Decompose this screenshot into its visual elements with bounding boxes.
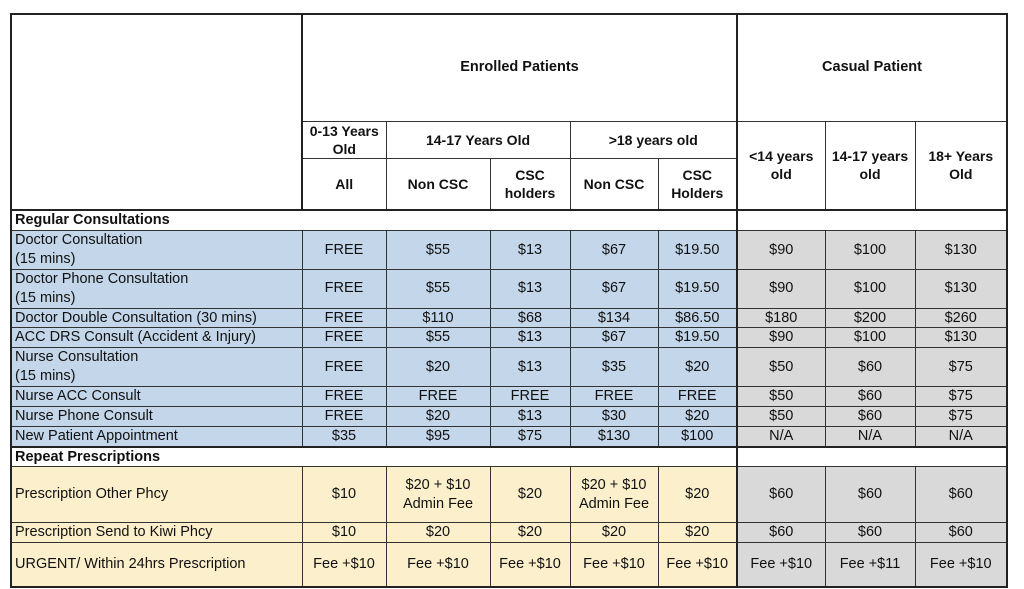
- casual-fee-cell: $75: [915, 406, 1007, 426]
- casual-fee-cell: $60: [915, 523, 1007, 543]
- casual-fee-cell: $100: [825, 231, 915, 270]
- table-row: [11, 523, 1007, 543]
- sub-csc-holders-header: CSC Holders: [658, 158, 737, 210]
- row-label: Nurse ACC Consult: [11, 386, 302, 406]
- casual-fee-cell: $60: [825, 406, 915, 426]
- enrolled-fee-cell: $19.50: [658, 231, 737, 270]
- enrolled-fee-cell: Fee +$10: [570, 543, 658, 587]
- enrolled-fee-cell: FREE: [302, 386, 386, 406]
- enrolled-fee-cell: $20: [386, 348, 490, 387]
- enrolled-fee-cell: $20: [386, 406, 490, 426]
- row-label: URGENT/ Within 24hrs Prescription: [11, 543, 302, 587]
- age-14-17-header: 14-17 Years Old: [386, 121, 570, 158]
- repeat-prescriptions-section-casual-blank: [737, 447, 1007, 467]
- enrolled-fee-cell: FREE: [302, 348, 386, 387]
- casual-18plus-header: 18+ Years Old: [915, 121, 1007, 210]
- casual-fee-cell: $75: [915, 386, 1007, 406]
- enrolled-fee-cell: FREE: [302, 406, 386, 426]
- casual-fee-cell: $130: [915, 328, 1007, 348]
- casual-fee-cell: $60: [825, 386, 915, 406]
- table-row: [11, 231, 1007, 270]
- enrolled-fee-cell: $55: [386, 328, 490, 348]
- casual-fee-cell: $100: [825, 328, 915, 348]
- table-row: [11, 426, 1007, 446]
- enrolled-fee-cell: $10: [302, 523, 386, 543]
- casual-fee-cell: $50: [737, 386, 825, 406]
- enrolled-fee-cell: $20: [490, 523, 570, 543]
- enrolled-fee-cell: FREE: [302, 269, 386, 308]
- enrolled-fee-cell: $20 + $10 Admin Fee: [570, 467, 658, 523]
- table-row: [11, 406, 1007, 426]
- enrolled-fee-cell: FREE: [490, 386, 570, 406]
- casual-fee-cell: $130: [915, 269, 1007, 308]
- enrolled-fee-cell: $20: [386, 523, 490, 543]
- age-0-13-header: 0-13 Years Old: [302, 121, 386, 158]
- enrolled-fee-cell: $86.50: [658, 308, 737, 328]
- fee-table-container: [10, 13, 1008, 588]
- enrolled-fee-cell: $100: [658, 426, 737, 446]
- casual-fee-cell: Fee +$10: [915, 543, 1007, 587]
- enrolled-fee-cell: $10: [302, 467, 386, 523]
- table-row: [11, 348, 1007, 387]
- enrolled-fee-cell: Fee +$10: [302, 543, 386, 587]
- table-row: [11, 308, 1007, 328]
- repeat-prescriptions-section-title: Repeat Prescriptions: [11, 447, 737, 467]
- enrolled-fee-cell: Fee +$10: [658, 543, 737, 587]
- casual-fee-cell: N/A: [737, 426, 825, 446]
- casual-fee-cell: $75: [915, 348, 1007, 387]
- enrolled-fee-cell: Fee +$10: [386, 543, 490, 587]
- enrolled-fee-cell: FREE: [570, 386, 658, 406]
- enrolled-fee-cell: $67: [570, 328, 658, 348]
- enrolled-fee-cell: $20: [658, 348, 737, 387]
- row-label: ACC DRS Consult (Accident & Injury): [11, 328, 302, 348]
- sub-non-csc-header: Non CSC: [570, 158, 658, 210]
- enrolled-fee-cell: $20: [570, 523, 658, 543]
- row-label: Nurse Phone Consult: [11, 406, 302, 426]
- casual-fee-cell: $200: [825, 308, 915, 328]
- row-label: New Patient Appointment: [11, 426, 302, 446]
- casual-fee-cell: $180: [737, 308, 825, 328]
- header-blank-cell: [11, 14, 302, 210]
- table-row: [11, 386, 1007, 406]
- enrolled-fee-cell: $134: [570, 308, 658, 328]
- row-label: Nurse Consultation (15 mins): [11, 348, 302, 387]
- enrolled-fee-cell: $13: [490, 269, 570, 308]
- enrolled-fee-cell: $67: [570, 231, 658, 270]
- enrolled-fee-cell: $75: [490, 426, 570, 446]
- casual-fee-cell: $60: [825, 467, 915, 523]
- enrolled-fee-cell: $13: [490, 406, 570, 426]
- enrolled-fee-cell: $110: [386, 308, 490, 328]
- enrolled-fee-cell: $20: [658, 467, 737, 523]
- enrolled-fee-cell: FREE: [658, 386, 737, 406]
- table-row: [11, 543, 1007, 587]
- enrolled-fee-cell: $67: [570, 269, 658, 308]
- enrolled-fee-cell: $30: [570, 406, 658, 426]
- casual-under14-header: <14 years old: [737, 121, 825, 210]
- enrolled-fee-cell: $20: [658, 523, 737, 543]
- enrolled-fee-cell: FREE: [386, 386, 490, 406]
- casual-fee-cell: N/A: [825, 426, 915, 446]
- table-row: [11, 269, 1007, 308]
- enrolled-fee-cell: $20: [490, 467, 570, 523]
- enrolled-fee-cell: Fee +$10: [490, 543, 570, 587]
- enrolled-fee-cell: FREE: [302, 231, 386, 270]
- sub-all-header: All: [302, 158, 386, 210]
- casual-fee-cell: Fee +$10: [737, 543, 825, 587]
- enrolled-fee-cell: $19.50: [658, 269, 737, 308]
- enrolled-fee-cell: $19.50: [658, 328, 737, 348]
- enrolled-fee-cell: $55: [386, 269, 490, 308]
- table-row: [11, 328, 1007, 348]
- table-row: [11, 467, 1007, 523]
- casual-fee-cell: $260: [915, 308, 1007, 328]
- casual-fee-cell: $60: [737, 467, 825, 523]
- row-label: Doctor Consultation (15 mins): [11, 231, 302, 270]
- casual-fee-cell: $90: [737, 328, 825, 348]
- sub-non-csc-header: Non CSC: [386, 158, 490, 210]
- regular-consultations-section-casual-blank: [737, 210, 1007, 230]
- enrolled-fee-cell: $35: [570, 348, 658, 387]
- enrolled-fee-cell: $130: [570, 426, 658, 446]
- casual-fee-cell: $90: [737, 269, 825, 308]
- enrolled-fee-cell: $13: [490, 231, 570, 270]
- casual-patient-header: Casual Patient: [737, 14, 1007, 121]
- casual-fee-cell: $60: [737, 523, 825, 543]
- enrolled-fee-cell: $95: [386, 426, 490, 446]
- casual-fee-cell: N/A: [915, 426, 1007, 446]
- enrolled-fee-cell: FREE: [302, 308, 386, 328]
- enrolled-fee-cell: FREE: [302, 328, 386, 348]
- enrolled-fee-cell: $13: [490, 328, 570, 348]
- age-18plus-header: >18 years old: [570, 121, 737, 158]
- enrolled-fee-cell: $68: [490, 308, 570, 328]
- repeat-prescriptions-section-row: [11, 447, 1007, 467]
- casual-fee-cell: $130: [915, 231, 1007, 270]
- casual-14-17-header: 14-17 years old: [825, 121, 915, 210]
- regular-consultations-section-title: Regular Consultations: [11, 210, 737, 230]
- row-label: Prescription Other Phcy: [11, 467, 302, 523]
- casual-fee-cell: $90: [737, 231, 825, 270]
- enrolled-fee-cell: $13: [490, 348, 570, 387]
- casual-fee-cell: $100: [825, 269, 915, 308]
- regular-consultations-section-row: [11, 210, 1007, 230]
- row-label: Doctor Double Consultation (30 mins): [11, 308, 302, 328]
- enrolled-fee-cell: $20: [658, 406, 737, 426]
- fees-table: [10, 13, 1008, 588]
- enrolled-fee-cell: $55: [386, 231, 490, 270]
- casual-fee-cell: $60: [825, 523, 915, 543]
- row-label: Doctor Phone Consultation (15 mins): [11, 269, 302, 308]
- enrolled-patients-header: Enrolled Patients: [302, 14, 737, 121]
- casual-fee-cell: $60: [825, 348, 915, 387]
- casual-fee-cell: $50: [737, 348, 825, 387]
- casual-fee-cell: $50: [737, 406, 825, 426]
- casual-fee-cell: Fee +$11: [825, 543, 915, 587]
- row-label: Prescription Send to Kiwi Phcy: [11, 523, 302, 543]
- enrolled-fee-cell: $35: [302, 426, 386, 446]
- sub-csc-holders-header: CSC holders: [490, 158, 570, 210]
- casual-fee-cell: $60: [915, 467, 1007, 523]
- enrolled-fee-cell: $20 + $10 Admin Fee: [386, 467, 490, 523]
